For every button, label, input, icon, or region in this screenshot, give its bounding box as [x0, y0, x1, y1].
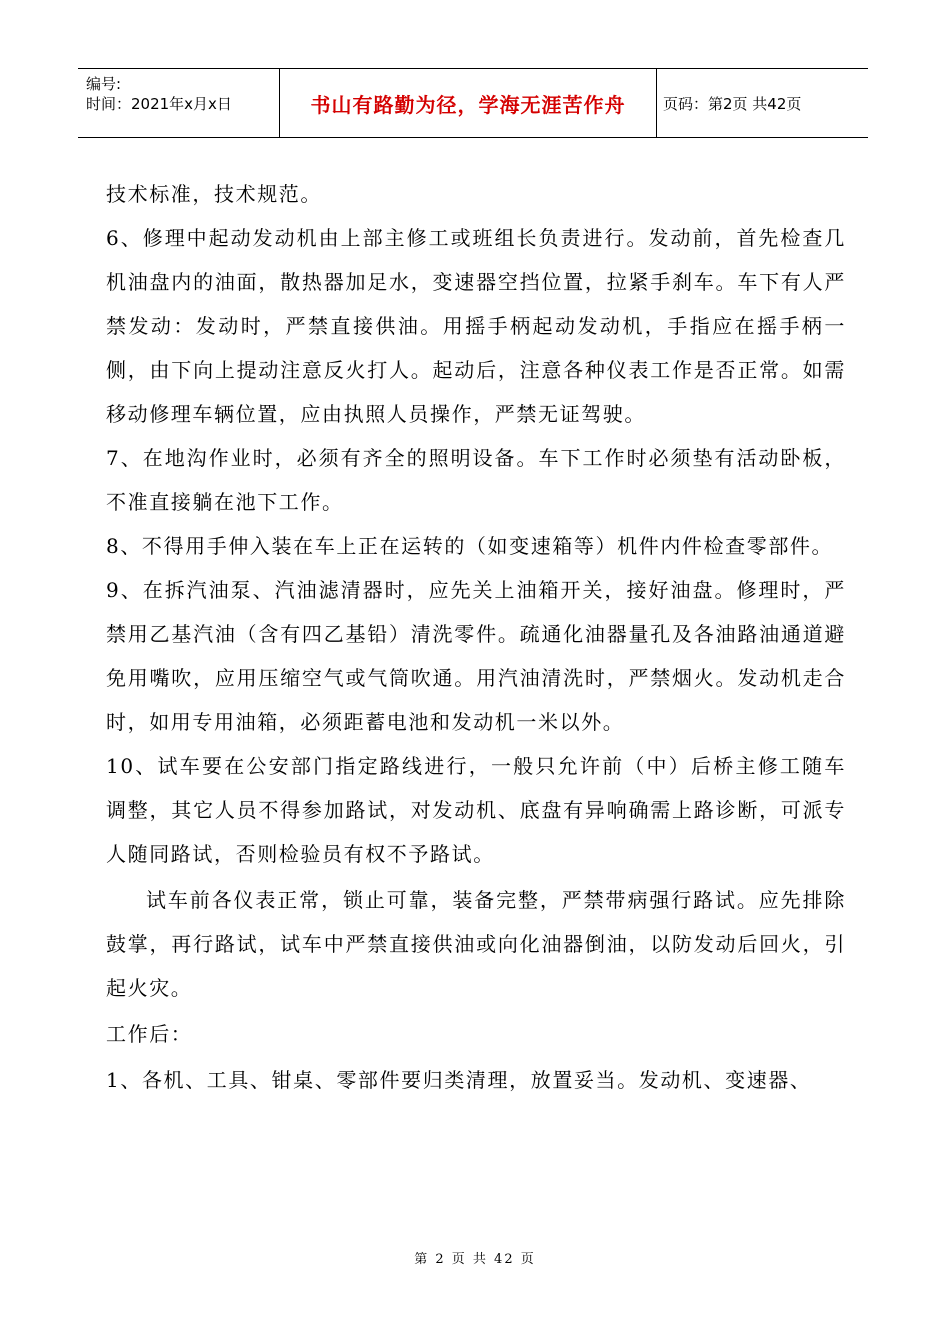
document-time-label: 时间：2021年x月x日 — [86, 95, 232, 113]
header-motto: 书山有路勤为径，学海无涯苦作舟 — [310, 92, 626, 117]
paragraph: 1、各机、工具、钳桌、零部件要归类清理，放置妥当。发动机、变速器、 — [106, 1068, 812, 1092]
paragraph: 技术标准，技术规范。 — [106, 182, 322, 206]
paragraph: 6、修理中起动发动机由上部主修工或班组长负责进行。发动前，首先检查几机油盘内的油面，散热器加足水，变速器空挡位置，拉紧手刹车。车下有人严禁发动：发动时，严禁直接供油。用摇手柄起动发动机，手指应在摇手柄一侧，由下向上提动注意反火打人。起动后，注意各种仪表工作是否正常。如需移动修理车辆位置，应由执照人员操作，严禁无证驾驶。 — [106, 226, 846, 426]
paragraph: 7、在地沟作业时，必须有齐全的照明设备。车下工作时必须垫有活动卧板，不准直接躺在池下工作。 — [106, 446, 846, 514]
document-body — [106, 172, 846, 1102]
page-footer: 第 2 页 共 42 页 — [414, 1252, 536, 1267]
header-page-cell — [657, 69, 868, 137]
paragraph: 10、试车要在公安部门指定路线进行，一般只允许前（中）后桥主修工随车调整，其它人员不得参加路试，对发动机、底盘有异响确需上路诊断，可派专人随同路试，否则检验员有权不予路试。 — [106, 754, 846, 866]
paragraph: 8、不得用手伸入装在车上正在运转的（如变速箱等）机件内件检查零部件。 — [106, 534, 834, 558]
document-number-label: 编号: — [86, 75, 122, 93]
paragraph: 试车前各仪表正常，锁止可靠，装备完整，严禁带病强行路试。应先排除鼓掌，再行路试，试车中严禁直接供油或向化油器倒油，以防发动后回火，引起火灾。 — [106, 888, 846, 1000]
page-header — [78, 68, 868, 138]
paragraph: 工作后： — [106, 1022, 193, 1046]
header-motto-cell — [280, 69, 657, 137]
header-meta-cell — [78, 69, 280, 137]
header-page-info: 页码：第2页 共42页 — [663, 94, 802, 113]
paragraph: 9、在拆汽油泵、汽油滤清器时，应先关上油箱开关，接好油盘。修理时，严禁用乙基汽油（含有四乙基铅）清洗零件。疏通化油器量孔及各油路油通道避免用嘴吹，应用压缩空气或气筒吹通。用汽油清洗时，严禁烟火。发动机走合时，如用专用油箱，必须距蓄电池和发动机一米以外。 — [106, 578, 846, 734]
